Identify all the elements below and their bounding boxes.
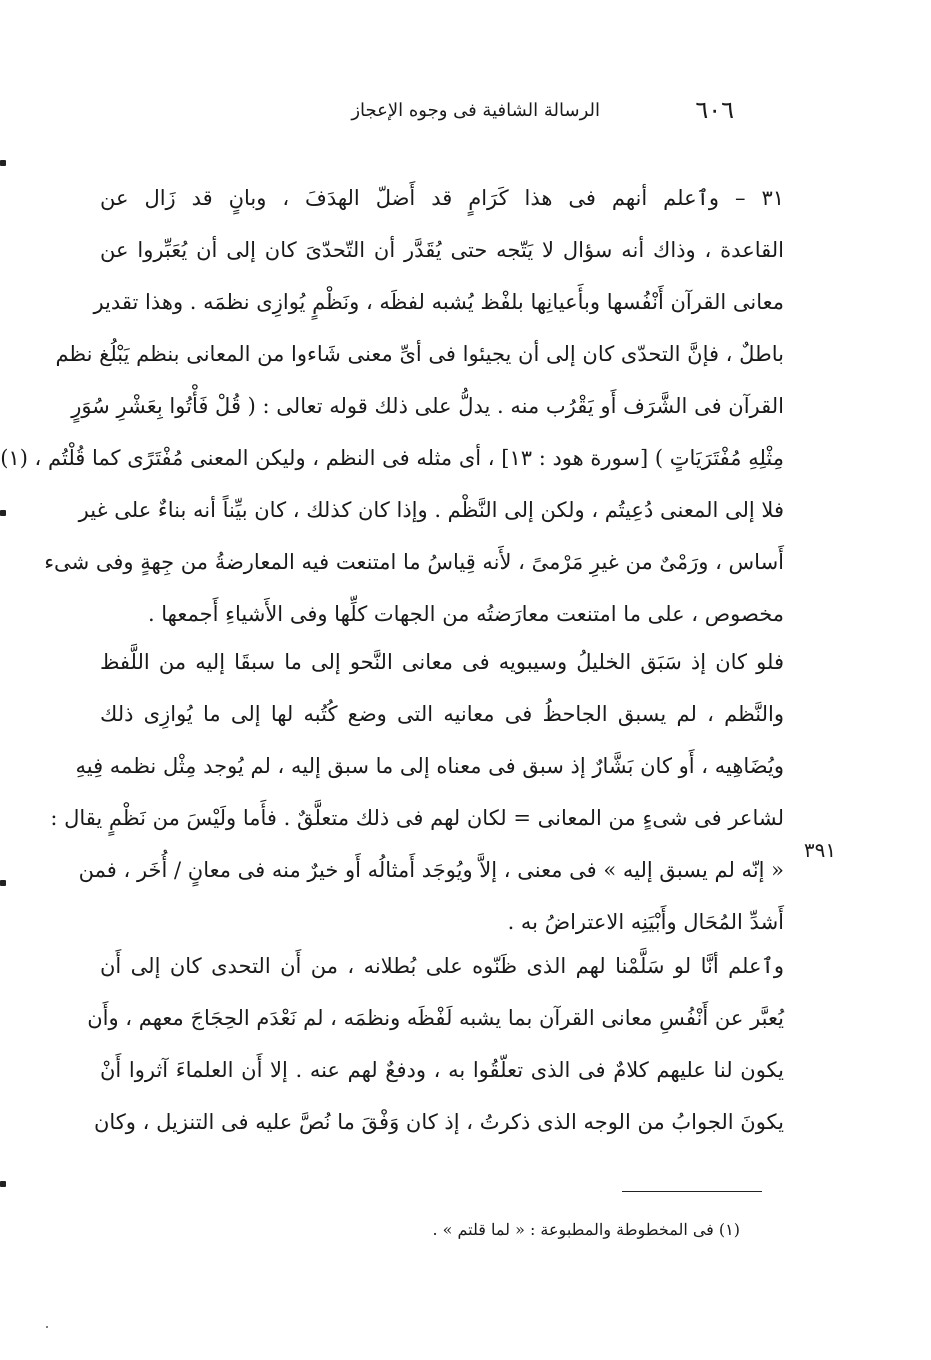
text-line: فلا إلى المعنى دُعِيتُم ، ولكن إلى النَّظْم . وإذا كان كذلك ، كان بيِّناً أنه بناءٌ على غير xyxy=(78,498,784,522)
text-line: « إنّه لم يسبق إليه » فى معنى ، إلاَّ ويُوجَد أَمثالُه أَو خيرٌ منه فى معانٍ / أُخَر ، فمن xyxy=(78,858,784,882)
page-number: ٦٠٦ xyxy=(695,96,734,124)
text-line: القرآن فى الشَّرَف أَو يَقْرُب منه . يدلُّ على ذلك قوله تعالى : ( قُلْ فَأْتُوا بِعَشْرِ سُوَرٍ xyxy=(71,394,784,418)
footnote-divider xyxy=(622,1191,762,1192)
text-line: ٣١ – وٱعلم أنهم فى هذا كَرَامٍ قد أَضلّ الهدَفَ ، وبانٍ قد زَال عن xyxy=(100,186,784,210)
speck xyxy=(46,1326,48,1328)
text-line: لشاعر فى شىءٍ من المعانى = لكان لهم فى ذلك متعلَّقٌ . فأَما ولَيْسَ من نَظْمٍ يقال : xyxy=(50,806,784,830)
text-line: معانى القرآن أَنْفُسها وبأَعيانِها بلفْظ يُشبه لفظَه ، ونَظْمٍ يُوازِى نظمَه . وهذا تقدير xyxy=(93,290,784,314)
running-title: الرسالة الشافية فى وجوه الإعجاز xyxy=(351,100,600,121)
paragraph-3 xyxy=(87,940,784,1148)
margin-mark xyxy=(0,160,6,166)
margin-mark xyxy=(0,1181,6,1187)
paragraph-1 xyxy=(0,172,784,640)
text-line: يكونَ الجوابُ من الوجه الذى ذكرتُ ، إذ كان وَفْقَ ما نُصَّ عليه فى التنزيل ، وكان xyxy=(93,1110,784,1134)
text-line: القاعدة ، وذاك أنه سؤال لا يَتّجه حتى يُقَدَّر أن التّحدّىَ كان إلى أن يُعَبِّروا عن xyxy=(100,238,784,262)
margin-mark xyxy=(0,880,6,886)
text-line: أَساس ، ورَمْىٌ من غيرِ مَرْمىً ، لأَنه قِياسُ ما امتنعت فيه المعارضةُ من جِهةٍ وفى شىء xyxy=(44,550,784,574)
text-line: باطلٌ ، فإنَّ التحدّى كان إلى أن يجيئوا فى أىِّ معنى شَاءوا من المعانى بنظم يَبْلُغ نظم xyxy=(55,342,784,366)
text-line: ويُضَاهِيه ، أَو كان بَشَّارٌ إذ سبق فى معناه إلى ما سبق إليه ، لم يُوجد مِثْل نظمه فِيهِ xyxy=(75,754,784,778)
text-line: يكون لنا عليهم كلامٌ فى الذى تعلّقُوا به ، ودفعٌ لهم عنه . إلا أَن العلماءَ آثروا أَنْ xyxy=(100,1058,784,1082)
footnote: (١) فى المخطوطة والمطبوعة : « لما قلتم » . xyxy=(432,1220,740,1239)
margin-mark xyxy=(0,510,6,516)
paragraph-2 xyxy=(50,636,784,948)
text-line: فلو كان إذ سَبَق الخليلُ وسيبويه فى معانى النَّحو إلى ما سبقَا إليه من اللَّفظ xyxy=(100,650,784,674)
margin-page-reference: ٣٩١ xyxy=(803,838,837,862)
text-line: مخصوص ، على ما امتنعت معارَضتُه من الجهات كلِّها وفى الأَشياءِ أَجمعها . xyxy=(147,602,784,626)
text-line: يُعبَّر عن أَنْفُسِ معانى القرآن بما يشبه لَفْظَه ونظمَه ، لم نَعْدَم الحِجَاجَ معهم ، وأَن xyxy=(87,1006,784,1030)
text-line: مِثْلِهِ مُفْتَرَيَاتٍ ) [سورة هود : ١٣] ، أى مثله فى النظم ، وليكن المعنى مُفْتَرًى كما قُلْتُم ، (١) xyxy=(0,446,784,470)
text-line: وٱعلم أنَّا لو سَلَّمْنا لهم الذى ظَنّوه على بُطلانه ، من أَن التحدى كان إلى أَن xyxy=(100,954,784,978)
page-header xyxy=(300,96,740,130)
text-line: أَشدِّ المُحَال وأَبْيَنِه الاعتراضُ به . xyxy=(507,910,784,934)
text-line: والنَّظم ، لم يسبق الجاحظُ فى معانيه التى وضع كُتُبه لها إلى ما يُوازِى ذلك xyxy=(100,702,784,726)
